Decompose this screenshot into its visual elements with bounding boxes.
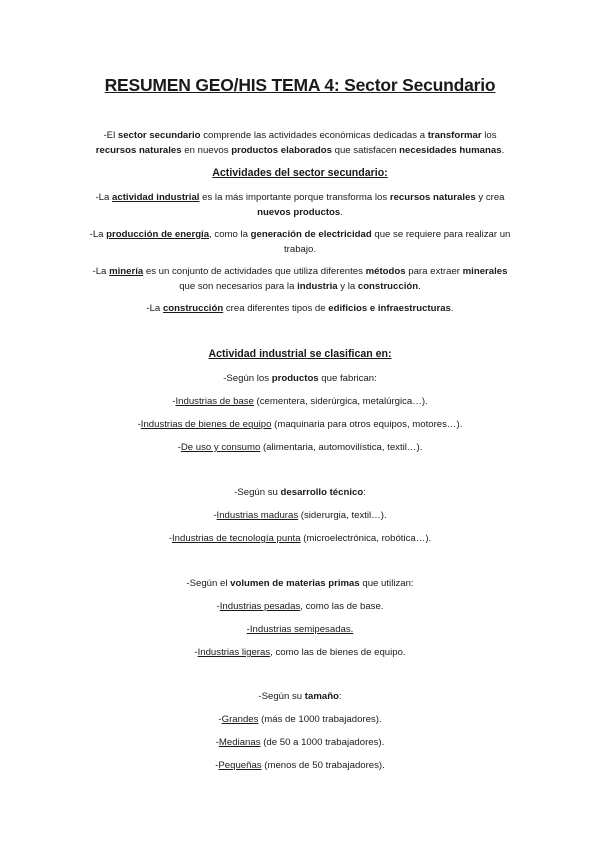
section-intro-text: -Según su <box>234 487 281 498</box>
activity-text: es un conjunto de actividades que utiliza diferentes <box>143 266 366 277</box>
activity-text: para extraer <box>405 266 463 277</box>
list-item-name: Industrias de bienes de equipo <box>140 419 272 430</box>
list-item-name: Industrias de tecnología punta <box>172 533 301 544</box>
section-intro-text: que utilizan: <box>359 578 414 589</box>
activity-text: crea diferentes tipos de <box>223 303 329 314</box>
intro-paragraph <box>88 128 512 158</box>
activity-term: industria <box>297 281 338 292</box>
section-intro-text: : <box>338 691 342 702</box>
list-bullet: - <box>177 442 181 453</box>
section-intro-term: tamaño <box>304 691 339 702</box>
section-intro-text: que fabrican: <box>318 373 377 384</box>
section-intro-products <box>30 371 570 386</box>
list-item <box>30 735 570 750</box>
list-item <box>30 508 570 523</box>
activity-text: -La <box>89 229 107 240</box>
activity-text: -La <box>95 192 113 203</box>
list-item-detail: (más de 1000 trabajadores). <box>258 714 382 725</box>
list-item <box>30 645 570 660</box>
list-item-detail: (maquinaria para otros equipos, motores…). <box>271 419 463 430</box>
section-intro-text: : <box>363 487 366 498</box>
list-bullet: - <box>215 737 219 748</box>
activity-construccion <box>30 301 570 316</box>
activity-text: . <box>340 207 343 218</box>
section-intro-term: volumen de materias primas <box>230 578 360 589</box>
list-bullet: - <box>172 396 176 407</box>
list-item-detail: (microelectrónica, robótica…). <box>300 533 432 544</box>
activity-term: edificios e infraestructuras <box>328 303 451 314</box>
list-bullet: - <box>218 714 222 725</box>
activity-text: que son necesarios para la <box>179 281 298 292</box>
activity-mineria <box>90 264 510 294</box>
list-item-name: Industrias pesadas <box>219 601 301 612</box>
activity-text: que se requiere para realizar un trabajo. <box>284 229 511 255</box>
list-item-name: Industrias ligeras <box>197 647 271 658</box>
section-intro-tech <box>30 485 570 500</box>
classification-heading: Actividad industrial se clasifican en: <box>208 348 392 360</box>
list-item <box>30 440 570 455</box>
list-bullet: - <box>246 624 250 635</box>
activity-energia <box>80 227 520 257</box>
activity-text: . <box>450 303 454 314</box>
activity-term: construcción <box>162 303 224 314</box>
intro-text: . <box>501 145 505 156</box>
section-intro-term: desarrollo técnico <box>280 487 364 498</box>
list-item <box>30 531 570 546</box>
document-title: RESUMEN GEO/HIS TEMA 4: Sector Secundario <box>104 75 496 95</box>
intro-text: -El <box>103 130 118 141</box>
list-item <box>30 758 570 773</box>
list-bullet: - <box>137 419 141 430</box>
activity-term: construcción <box>357 281 419 292</box>
section-intro-size <box>30 689 570 704</box>
activity-text: -La <box>92 266 110 277</box>
intro-term: productos elaborados <box>231 145 332 156</box>
activity-text: . <box>418 281 421 292</box>
section-intro-text: -Según los <box>223 373 272 384</box>
activity-text: -La <box>146 303 163 314</box>
activity-text: y crea <box>475 192 505 203</box>
activity-industrial <box>80 190 520 220</box>
list-item-name: De uso y consumo <box>180 442 261 453</box>
list-item-detail: , como las de bienes de equipo. <box>270 647 406 658</box>
activity-term: generación de electricidad <box>250 229 372 240</box>
activity-term: métodos <box>365 266 406 277</box>
activity-text: , como la <box>209 229 251 240</box>
section-intro-text: -Según el <box>186 578 231 589</box>
list-item <box>30 394 570 409</box>
section-intro-materials <box>30 576 570 591</box>
activity-term: nuevos productos <box>257 207 341 218</box>
list-bullet: - <box>215 760 219 771</box>
activity-text: es la más importante porque transforma los <box>199 192 390 203</box>
intro-text: comprende las actividades económicas dedicadas a <box>200 130 428 141</box>
activity-text: y la <box>337 281 358 292</box>
activity-term: minería <box>109 266 144 277</box>
list-item-detail: (siderurgia, textil…). <box>298 510 387 521</box>
list-item <box>30 417 570 432</box>
intro-term: recursos naturales <box>95 145 182 156</box>
list-item-name: Industrias de base <box>175 396 254 407</box>
list-item-name: Medianas <box>218 737 261 748</box>
list-item-detail: (alimentaria, automovilística, textil…). <box>260 442 423 453</box>
list-item-name: Grandes <box>221 714 259 725</box>
list-item-detail: (de 50 a 1000 trabajadores). <box>260 737 385 748</box>
activity-term: actividad industrial <box>112 192 200 203</box>
activities-heading: Actividades del sector secundario: <box>212 167 388 179</box>
list-item-name: Industrias semipesadas. <box>249 624 354 635</box>
list-item <box>30 712 570 727</box>
list-item-name: Industrias maduras <box>216 510 299 521</box>
activity-term: minerales <box>462 266 508 277</box>
section-intro-text: -Según su <box>258 691 305 702</box>
list-bullet: - <box>213 510 217 521</box>
list-item-detail: (cementera, siderúrgica, metalúrgica…). <box>253 396 428 407</box>
list-item <box>30 622 570 637</box>
list-bullet: - <box>168 533 173 544</box>
intro-term: sector secundario <box>117 130 201 141</box>
intro-term: transformar <box>427 130 482 141</box>
list-item-detail: (menos de 50 trabajadores). <box>261 760 385 771</box>
list-item-detail: , como las de base. <box>300 601 384 612</box>
activity-term: producción de energía <box>106 229 210 240</box>
intro-term: necesidades humanas <box>399 145 502 156</box>
section-intro-term: productos <box>271 373 319 384</box>
activity-term: recursos naturales <box>389 192 476 203</box>
intro-text: en nuevos <box>181 145 232 156</box>
list-bullet: - <box>194 647 198 658</box>
list-item-name: Pequeñas <box>218 760 262 771</box>
intro-text: los <box>481 130 497 141</box>
intro-text: que satisfacen <box>331 145 400 156</box>
list-bullet: - <box>216 601 220 612</box>
list-item <box>30 599 570 614</box>
